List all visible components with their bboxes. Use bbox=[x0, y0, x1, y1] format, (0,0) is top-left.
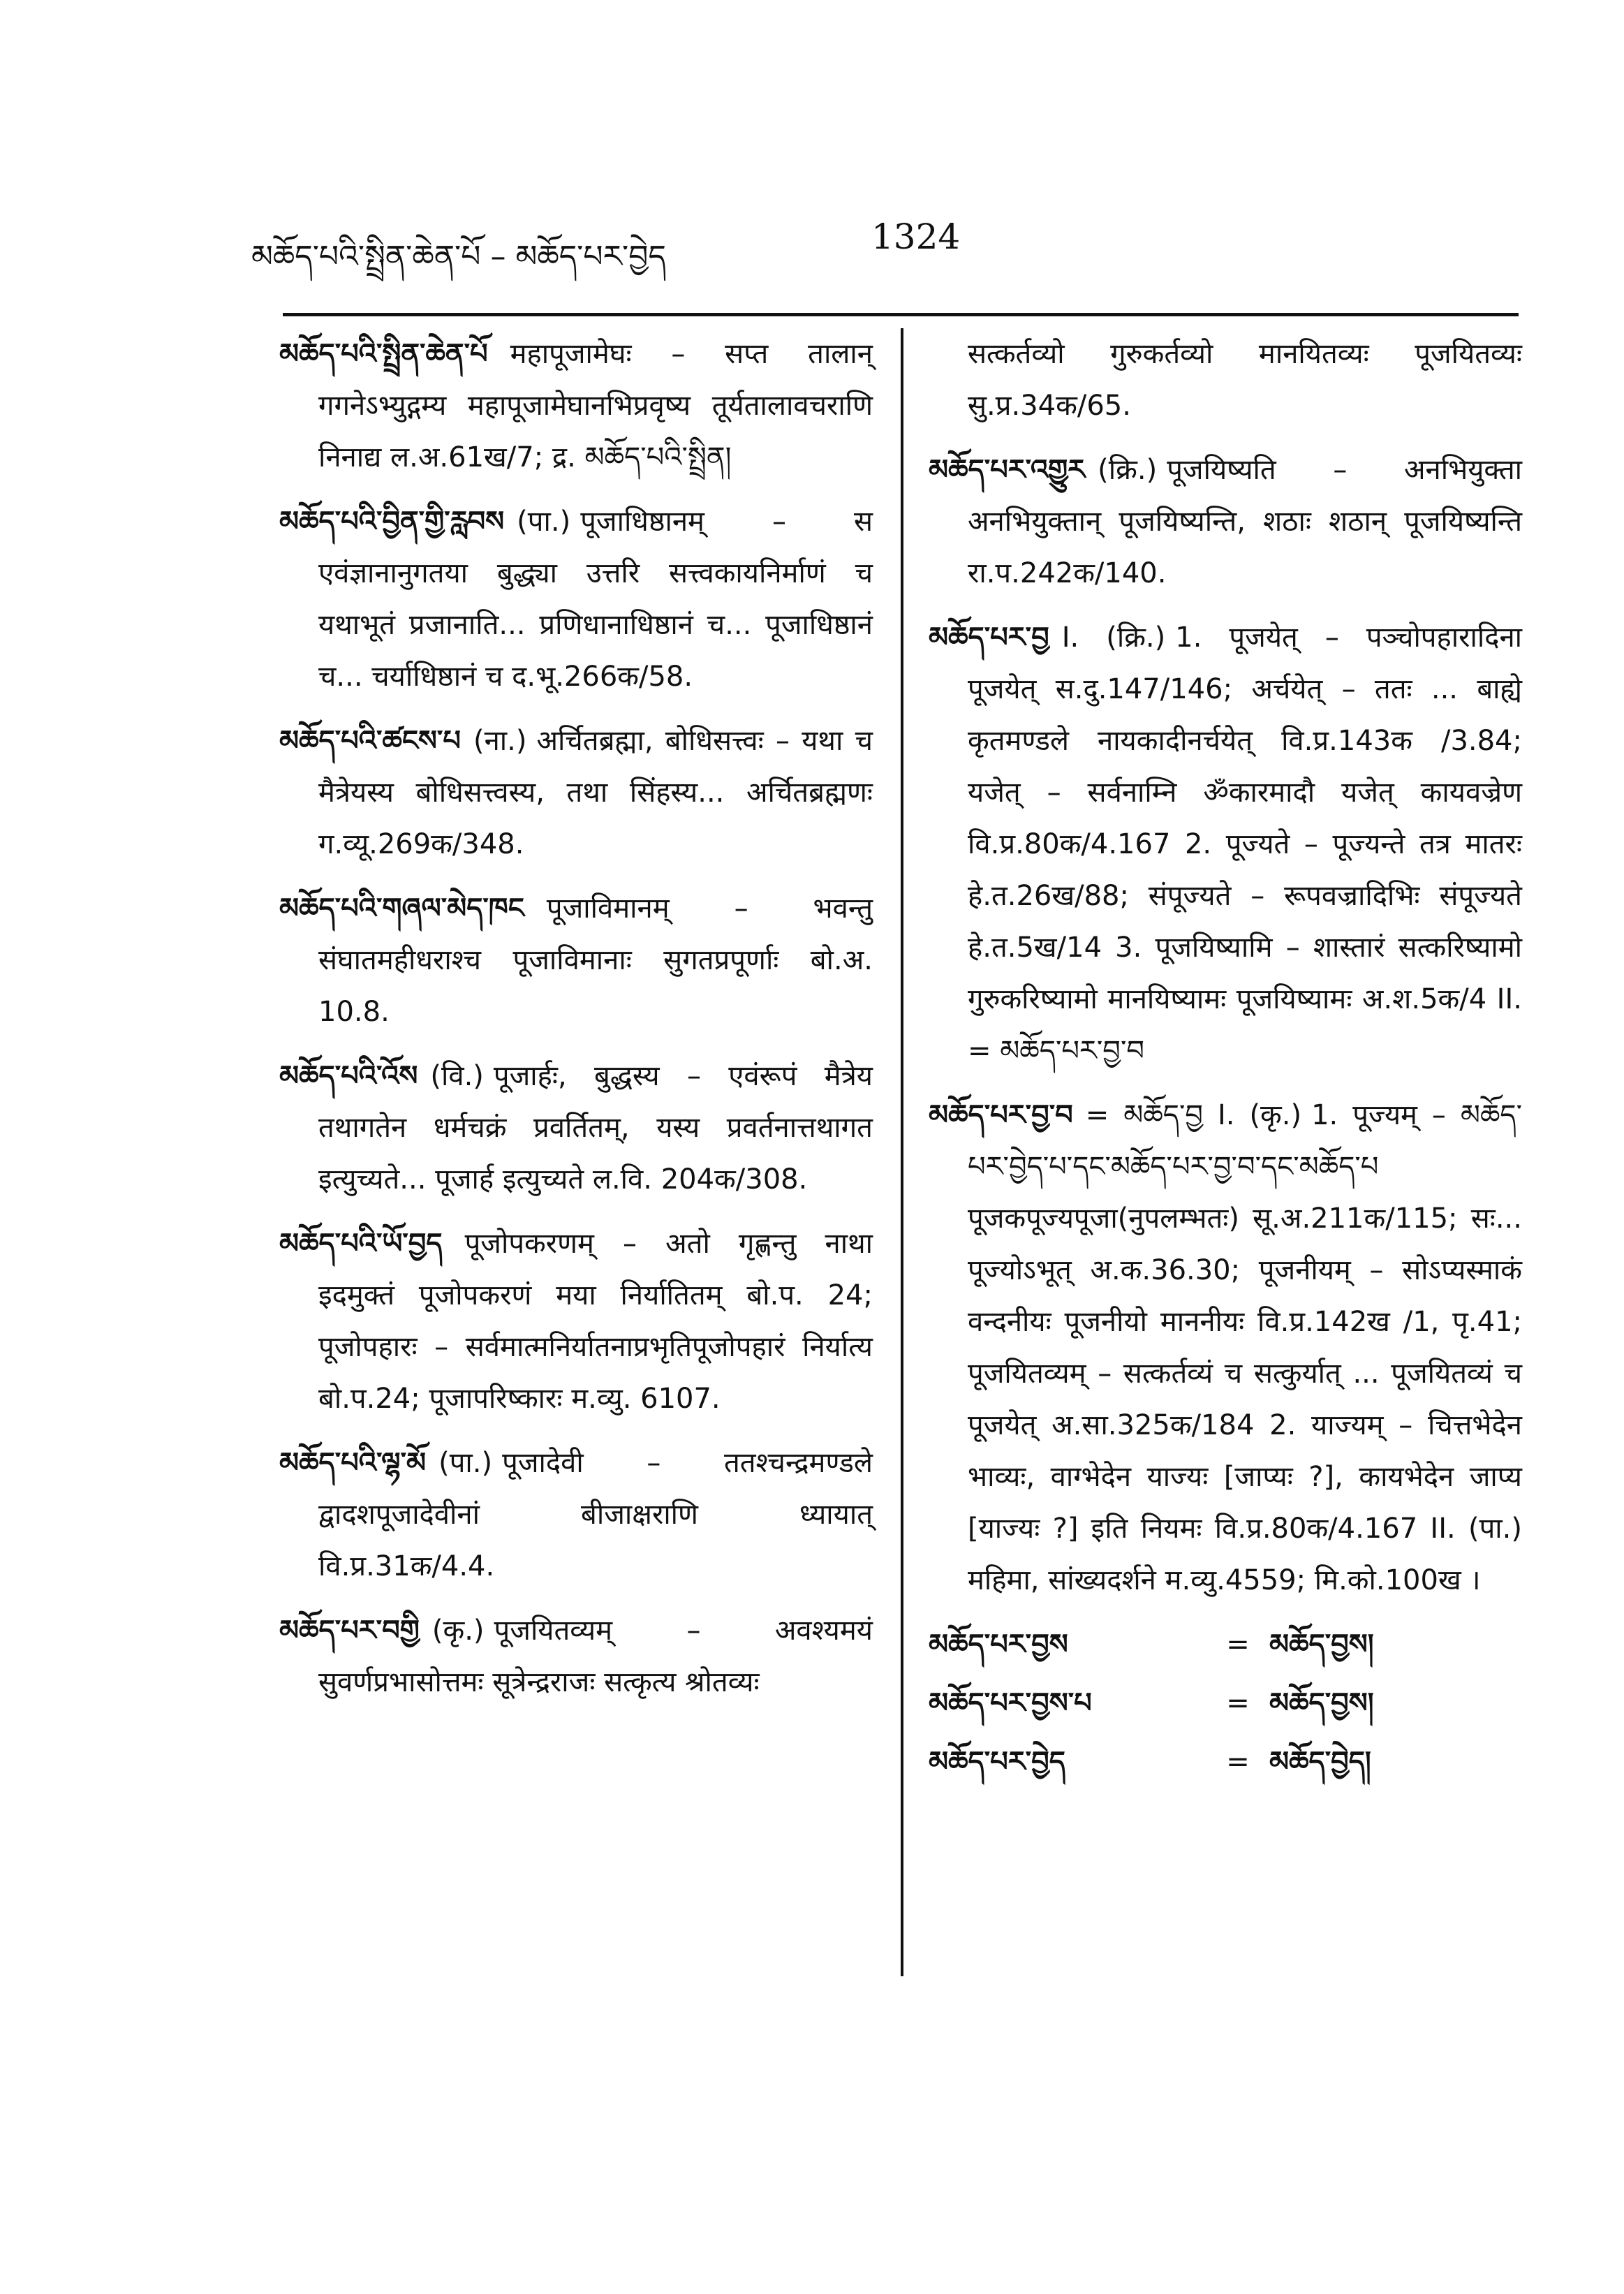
entry-headword: མཆོད་པར་འགྱུར bbox=[929, 454, 1086, 486]
xref-headword: མཆོད་པར་བྱེད bbox=[929, 1746, 1065, 1778]
dictionary-entry bbox=[279, 1218, 873, 1425]
dictionary-entry bbox=[929, 612, 1522, 1077]
entry-grammar: = མཆོད་བྱ I. (कृ.) bbox=[1085, 1099, 1302, 1131]
dictionary-entry bbox=[279, 1437, 873, 1592]
left-column bbox=[279, 328, 873, 1721]
dictionary-entry bbox=[279, 883, 873, 1038]
entry-headword: མཆོད་པར་བགྱི bbox=[279, 1615, 420, 1647]
entry-definition: 1. पूज्यम् – མཆོད་པར་བྱེད་པ་དང་མཆོད་པར་བྱ་བ་དང་མཆོད་པ पूजकपूज्यपूजा(नुपलम्भतः) सू.अ.211क/115; सः... पूज्योऽभूत् अ.क.36.30; पूजनीयम् – सोऽप्यस्माकं वन्दनीयः पूजनीयो माननीयः वि.प्र.142ख /1, पृ.41; पूजयितव्यम् – सत्कर्तव्यं च सत्कुर्यात् ... पूजयितव्यं च पूजयेत् अ.सा.325क/184 2. याज्यम् – चित्तभेदेन भाव्यः, वाग्भेदेन याज्यः [जाप्यः ?], कायभेदेन जाप्य [याज्यः ?] इति नियमः वि.प्र.80क/4.167 II. (पा.) महिमा, सांख्यदर्शने म.व्यु.4559; मि.को.100ख । bbox=[968, 1099, 1522, 1596]
entry-headword: མཆོད་པར་བྱ་བ bbox=[929, 1099, 1073, 1131]
dictionary-entry bbox=[279, 496, 873, 703]
entry-headword: མཆོད་པའི་ཚངས་པ bbox=[279, 725, 461, 757]
entry-grammar: I. (क्रि.) bbox=[1061, 622, 1166, 654]
dictionary-entry bbox=[279, 1605, 873, 1708]
cross-reference bbox=[929, 1677, 1522, 1729]
entry-definition: पूजयितव्यम् – अवश्यमयं सुवर्णप्रभासोत्तमः सूत्रेन्द्रराजः सत्कृत्य श्रोतव्यः bbox=[318, 1615, 873, 1698]
column-divider bbox=[901, 328, 903, 1976]
entry-headword: མཆོད་པའི་སྤྲིན་ཆེན་པོ bbox=[279, 338, 488, 370]
entry-definition: पूजोपकरणम् – अतो गृह्णन्तु नाथा इदमुक्तं पूजोपकरणं मया निर्यातितम् बो.प. 24; पूजोपहारः – सर्वमात्मनिर्यातनाप्रभृतिपूजोपहारं निर्यात्य बो.प.24; पूजापरिष्कारः म.व्यु. 6107. bbox=[318, 1228, 873, 1415]
entry-headword: མཆོད་པའི་འོས bbox=[279, 1060, 418, 1092]
entry-definition: पूजाधिष्ठानम् – स एवंज्ञानानुगतया बुद्ध्या उत्तरि सत्त्वकायनिर्माणं च यथाभूतं प्रजानाति... प्रणिधानाधिष्ठानं च... पूजाधिष्ठानं च... चर्याधिष्ठानं च द.भू.266क/58. bbox=[318, 506, 873, 693]
entry-grammar: (पा.) bbox=[517, 506, 571, 538]
dictionary-entry bbox=[279, 1050, 873, 1205]
entry-grammar: (वि.) bbox=[430, 1060, 484, 1092]
running-head: མཆོད་པའི་སྤྲིན་ཆེན་པོ – མཆོད་པར་བྱེད bbox=[251, 239, 666, 274]
dictionary-entry bbox=[929, 1089, 1522, 1606]
entry-grammar: (ना.) bbox=[473, 725, 527, 757]
right-column bbox=[929, 328, 1522, 1795]
entry-definition: पूजयिष्यति – अनभियुक्ता अनभियुक्तान् पूजयिष्यन्ति, शठाः शठान् पूजयिष्यन्ति रा.प.242क/140. bbox=[968, 454, 1522, 589]
entry-grammar: (क्रि.) bbox=[1098, 454, 1158, 486]
xref-equals: = bbox=[1226, 1628, 1250, 1661]
entry-definition: महापूजामेघः – सप्त तालान् गगनेऽभ्युद्गम्य महापूजामेघानभिप्रवृष्य तूर्यतालावचराणि निनाद्य ल.अ.61ख/7; द्र. མཆོད་པའི་སྤྲིན། bbox=[318, 338, 873, 473]
entry-headword: མཆོད་པའི་བྱིན་གྱི་རླབས bbox=[279, 506, 505, 538]
xref-headword: མཆོད་པར་བྱས bbox=[929, 1628, 1068, 1661]
entry-headword: མཆོད་པའི་གཞལ་མེད་ཁང bbox=[279, 892, 524, 925]
page-number: 1324 bbox=[871, 216, 961, 257]
xref-equals: = bbox=[1226, 1746, 1250, 1778]
entry-continuation: सत्कर्तव्यो गुरुकर्तव्यो मानयितव्यः पूजयितव्यः सु.प्र.34क/65. bbox=[968, 338, 1522, 422]
header-rule bbox=[283, 313, 1519, 316]
entry-definition: 1. पूजयेत् – पञ्चोपहारादिना पूजयेत् स.दु.147/146; अर्चयेत् – ततः ... बाह्ये कृतमण्डले नायकादीनर्चयेत् वि.प्र.143क /3.84; यजेत् – सर्वनाम्नि ॐकारमादौ यजेत् कायवज्रेण वि.प्र.80क/4.167 2. पूज्यते – पूज्यन्ते तत्र मातरः हे.त.26ख/88; संपूज्यते – रूपवज्रादिभिः संपूज्यते हे.त.5ख/14 3. पूजयिष्यामि – शास्तारं सत्करिष्यामो गुरुकरिष्यामो मानयिष्यामः पूजयिष्यामः अ.श.5क/4 II. = མཆོད་པར་བྱ་བ bbox=[968, 622, 1523, 1067]
entry-definition: पूजार्हः, बुद्धस्य – एवंरूपं मैत्रेय तथागतेन धर्मचक्रं प्रवर्तितम्, यस्य प्रवर्तनात्तथागत इत्युच्यते... पूजार्ह इत्युच्यते ल.वि. 204क/308. bbox=[318, 1060, 873, 1196]
dictionary-entry bbox=[929, 444, 1522, 599]
entry-definition: पूजादेवी – ततश्चन्द्रमण्डले द्वादशपूजादेवीनां बीजाक्षराणि ध्यायात् वि.प्र.31क/4.4. bbox=[318, 1447, 873, 1582]
xref-target: མཆོད་བྱེད། bbox=[1269, 1746, 1371, 1778]
xref-target: མཆོད་བྱས། bbox=[1269, 1628, 1374, 1661]
dictionary-entry bbox=[279, 328, 873, 483]
entry-definition: अर्चितब्रह्मा, बोधिसत्त्वः – यथा च मैत्रेयस्य बोधिसत्त्वस्य, तथा सिंहस्य... अर्चितब्रह्मणः ग.व्यू.269क/348. bbox=[318, 725, 873, 860]
xref-headword: མཆོད་པར་བྱས་པ bbox=[929, 1687, 1092, 1719]
entry-headword: མཆོད་པའི་ཡོ་བྱད bbox=[279, 1228, 443, 1260]
dictionary-entry bbox=[279, 715, 873, 870]
xref-equals: = bbox=[1226, 1687, 1250, 1719]
entry-grammar: (पा.) bbox=[438, 1447, 493, 1479]
cross-reference bbox=[929, 1736, 1522, 1788]
entry-headword: མཆོད་པའི་ལྷ་མོ bbox=[279, 1447, 427, 1479]
entry-headword: མཆོད་པར་བྱ bbox=[929, 622, 1049, 654]
entry-definition: पूजाविमानम् – भवन्तु संघातमहीधराश्च पूजाविमानाः सुगतप्रपूर्णाः बो.अ. 10.8. bbox=[318, 892, 873, 1028]
xref-target: མཆོད་བྱས། bbox=[1269, 1687, 1374, 1719]
cross-reference bbox=[929, 1619, 1522, 1670]
entry-grammar: (कृ.) bbox=[431, 1615, 485, 1647]
